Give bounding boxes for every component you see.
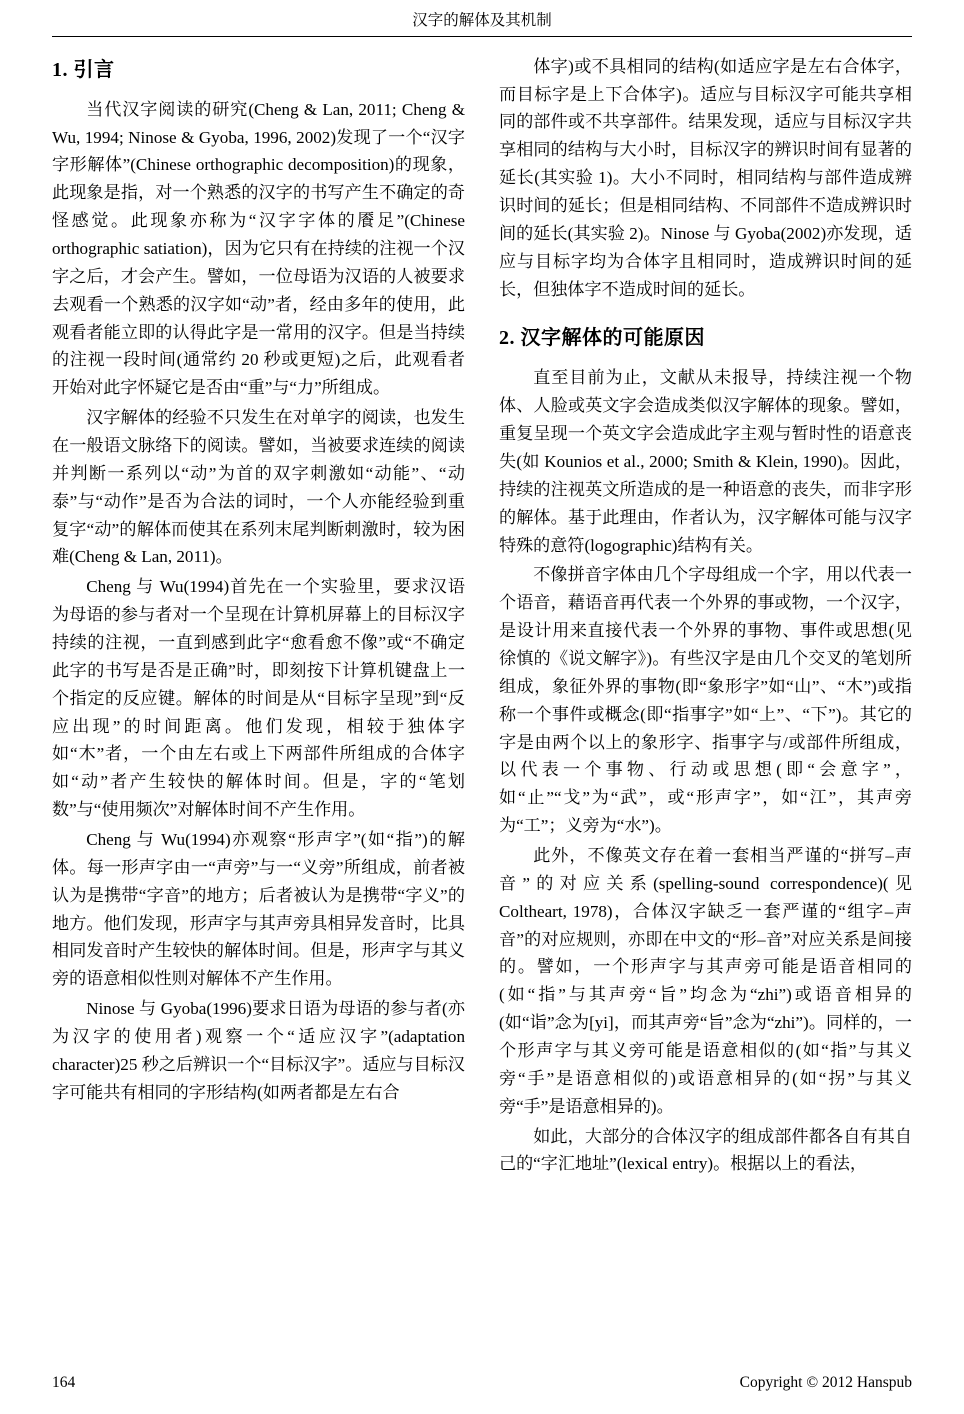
paragraph: 直至目前为止，文献从未报导，持续注视一个物体、人脸或英文字会造成类似汉字解体的现象。譬如，重复呈现一个英文字会造成此字主观与暂时性的语意丧失(如 Kounios et al., 2000; Smith & Klein, 1990)。因此，持续的注视英文所造成的是一种语意的丧失，而非字形的解体。基于此理由，作者认为，汉字解体可能与汉字特殊的意符(logographic)结构有关。 <box>499 368 912 555</box>
paragraph: 此外，不像英文存在着一套相当严谨的“拼写‒声音”的对应关系(spelling-sound correspondence)(见 Coltheart, 1978)，合体汉字缺乏一套严谨的“组字‒声音”的对应规则，亦即在中文的“形‒音”对应关系是间接的。譬如，一个形声字与其声旁可能是语音相同的(如“指”与其声旁“旨”均念为“zhi”)或语音相异的(如“诣”念为[yi]，而其声旁“旨”念为“zhi”)。同样的，一个形声字与其义旁可能是语意相似的(如“指”与其义旁“手”是语意相似的)或语意相异的(如“拐”与其义旁“手”是语意相异的)。 <box>499 846 912 1116</box>
page-footer <box>52 1374 912 1392</box>
header-rule <box>52 36 912 37</box>
section-heading-1: 1. 引言 <box>52 58 115 81</box>
paragraph: 体字)或不具相同的结构(如适应字是左右合体字，而目标字是上下合体字)。适应与目标汉字可能共享相同的部件或不共享部件。结果发现，适应与目标汉字共享相同的结构与大小时，目标汉字的辨识时间有显著的延长(其实验 1)。大小不同时，相同结构与部件造成辨识时间的延长；但是相同结构、不同部件不造成辨识时间的延长(其实验 2)。Ninose 与 Gyoba(2002)亦发现，适应与目标字均为合体字且相同时，造成辨识时间的延长，但独体字不造成时间的延长。 <box>499 56 912 299</box>
paragraph: Ninose 与 Gyoba(1996)要求日语为母语的参与者(亦为汉字的使用者)观察一个“适应汉字”(adaptation character)25 秒之后辨识一个“目标汉字”。适应与目标汉字可能共有相同的字形结构(如两者都是左右合 <box>52 999 465 1102</box>
left-column <box>52 53 465 1323</box>
paragraph: 当代汉字阅读的研究(Cheng & Lan, 2011; Cheng & Wu, 1994; Ninose & Gyoba, 1996, 2002)发现了一个“汉字字形解体”(Chinese orthographic decomposition)的现象，此现象是指，对一个熟悉的汉字的书写产生不确定的奇怪感觉。此现象亦称为“汉字字体的餍足”(Chinese orthographic satiation)，因为它只有在持续的注视一个汉字之后，才会产生。譬如，一位母语为汉语的人被要求去观看一个熟悉的汉字如“动”者，经由多年的使用，此观看者能立即的认得此字是一常用的汉字。但是当持续的注视一段时间(通常约 20 秒或更短)之后，此观看者开始对此字怀疑它是否由“重”与“力”所组成。 <box>52 99 465 398</box>
copyright-notice: Copyright © 2012 Hanspub <box>739 1374 912 1391</box>
paragraph: 如此，大部分的合体汉字的组成部件都各自有其自己的“字汇地址”(lexical entry)。根据以上的看法， <box>499 1126 912 1174</box>
section-heading-2: 2. 汉字解体的可能原因 <box>499 327 705 350</box>
paragraph: 汉字解体的经验不只发生在对单字的阅读，也发生在一般语文脉络下的阅读。譬如，当被要求连续的阅读并判断一系列以“动”为首的双字刺激如“动能”、“动泰”与“动作”是否为合法的词时，一个人亦能经验到重复字“动”的解体而使其在系列末尾判断刺激时，较为困难(Cheng & Lan, 2011)。 <box>52 408 465 567</box>
paragraph: 不像拼音字体由几个字母组成一个字，用以代表一个语音，藉语音再代表一个外界的事或物，一个汉字，是设计用来直接代表一个外界的事物、事件或思想(见徐慎的《说文解字》)。有些汉字是由几个交叉的笔划所组成，象征外界的事物(即“象形字”如“山”、“木”)或指称一个事件或概念(即“指事字”如“上”、“下”)。其它的字是由两个以上的象形字、指事字与/或部件所组成，以代表一个事物、行动或思想(即“会意字”，如“止”“戈”为“武”，或“形声字”，如“江”，其声旁为“工”；义旁为“水”)。 <box>499 565 912 836</box>
page-number: 164 <box>52 1374 76 1391</box>
paragraph: Cheng 与 Wu(1994)首先在一个实验里，要求汉语为母语的参与者对一个呈现在计算机屏幕上的目标汉字持续的注视，一直到感到此字“愈看愈不像”或“不确定此字的书写是否是正确”时，即刻按下计算机键盘上一个指定的反应键。解体的时间是从“目标字呈现”到“反应出现”的时间距离。他们发现，相较于独体字如“木”者，一个由左右或上下两部件所组成的合体字如“动”者产生较快的解体时间。但是，字的“笔划数”与“使用频次”对解体时间不产生作用。 <box>52 577 465 820</box>
two-column-body <box>52 53 912 1323</box>
paragraph: Cheng 与 Wu(1994)亦观察“形声字”(如“指”)的解体。每一形声字由一“声旁”与一“义旁”所组成，前者被认为是携带“字音”的地方；后者被认为是携带“字义”的地方。他们发现，形声字与其声旁具相异发音时，比具相同发音时产生较快的解体时间。但是，形声字与其义旁的语意相似性则对解体不产生作用。 <box>52 830 465 989</box>
right-column <box>499 53 912 1323</box>
running-head: 汉字的解体及其机制 <box>412 12 552 29</box>
